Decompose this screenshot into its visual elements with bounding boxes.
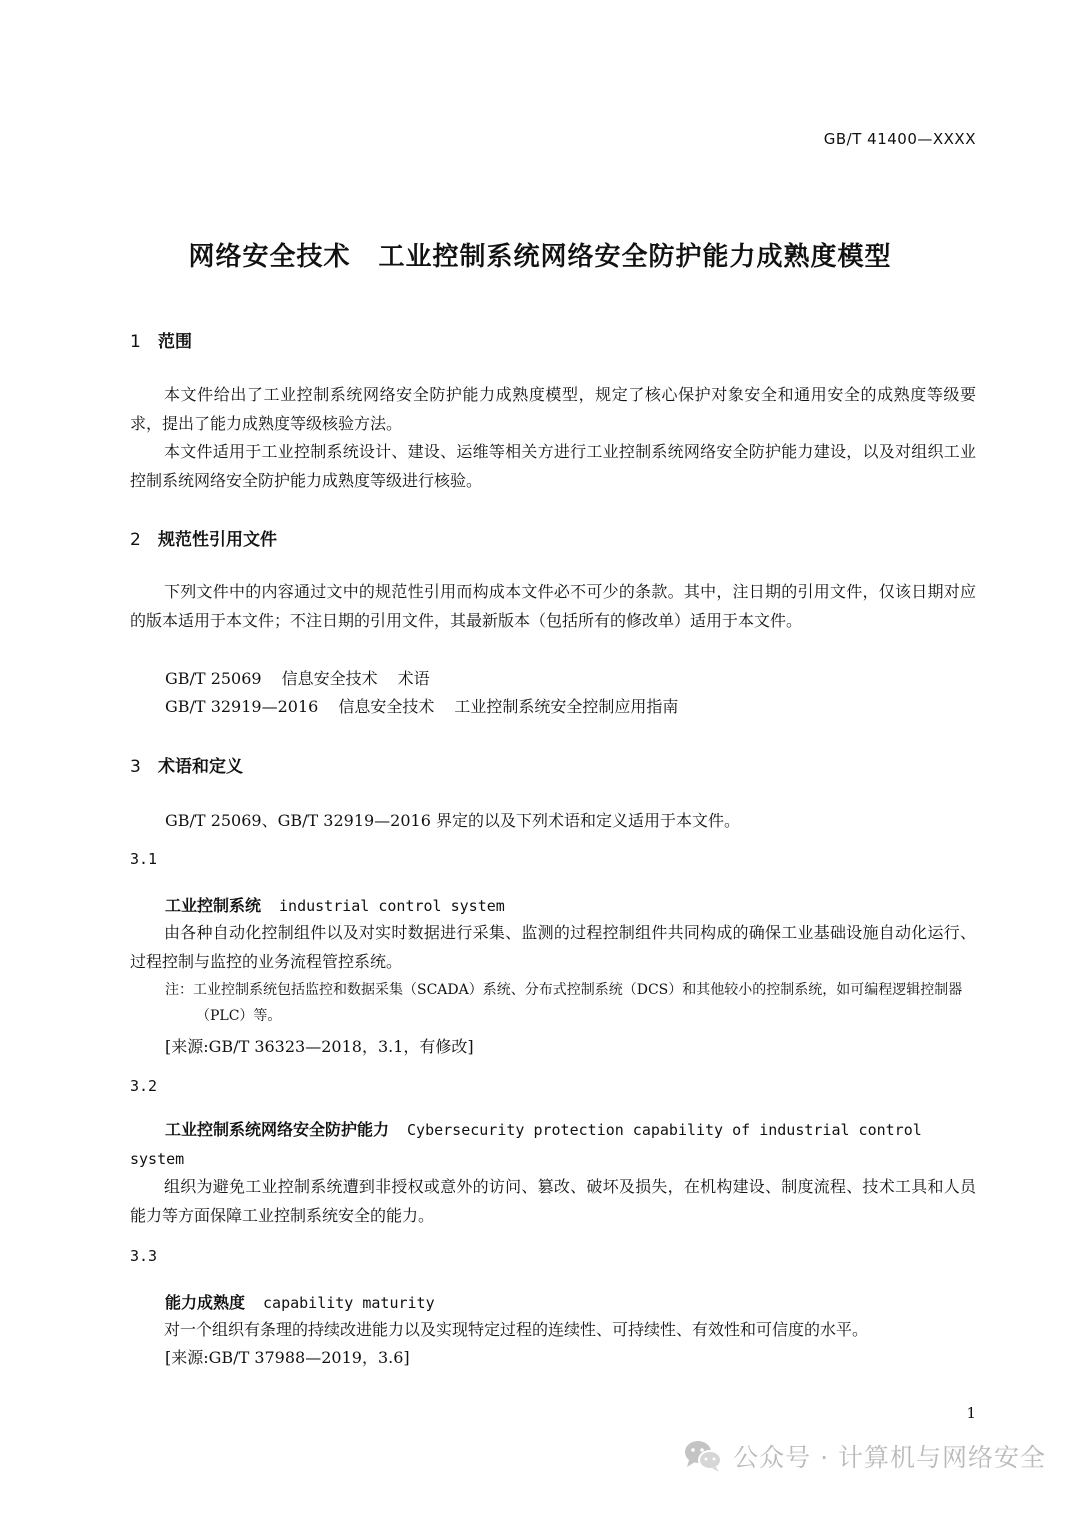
reference-title-2: 术语 bbox=[397, 669, 430, 688]
clause-number: 3.1 bbox=[130, 850, 158, 868]
term-english: capability maturity bbox=[263, 1294, 435, 1312]
term-chinese: 工业控制系统 bbox=[165, 896, 262, 915]
reference-title-2: 工业控制系统安全控制应用指南 bbox=[454, 697, 679, 716]
reference-title-1: 信息安全技术 bbox=[281, 669, 378, 688]
title-part-1: 网络安全技术 bbox=[188, 242, 351, 272]
scope-paragraph-2: 本文件适用于工业控制系统设计、建设、运维等相关方进行工业控制系统网络安全防护能力建设，以及对组织工业控制系统网络安全防护能力成熟度等级进行核验。 bbox=[130, 442, 976, 490]
term-entry bbox=[165, 893, 505, 916]
section-title: 范围 bbox=[158, 332, 192, 352]
clause-number: 3.2 bbox=[130, 1077, 158, 1095]
references-paragraph: 下列文件中的内容通过文中的规范性引用而构成本文件必不可少的条款。其中，注日期的引用文件，仅该日期对应的版本适用于本文件；不注日期的引用文件，其最新版本（包括所有的修改单）适用于本文件。 bbox=[130, 582, 976, 630]
section-number: 3 bbox=[130, 757, 141, 777]
term-definition: 由各种自动化控制组件以及对实时数据进行采集、监测的过程控制组件共同构成的确保工业基础设施自动化运行、过程控制与监控的业务流程管控系统。 bbox=[130, 923, 976, 971]
section-heading-terms bbox=[130, 752, 243, 777]
section-heading-scope bbox=[130, 327, 192, 352]
section-title: 规范性引用文件 bbox=[158, 530, 277, 550]
terms-intro: GB/T 25069、GB/T 32919—2016 界定的以及下列术语和定义适用于本文件。 bbox=[165, 811, 740, 830]
term-definition: 组织为避免工业控制系统遭到非授权或意外的访问、篡改、破坏及损失，在机构建设、制度流程、技术工具和人员能力等方面保障工业控制系统安全的能力。 bbox=[130, 1177, 976, 1225]
reference-code: GB/T 32919—2016 bbox=[165, 697, 319, 716]
term-chinese: 工业控制系统网络安全防护能力 bbox=[165, 1120, 390, 1139]
reference-item bbox=[165, 666, 430, 689]
term-entry bbox=[130, 1116, 976, 1173]
term-english: industrial control system bbox=[279, 897, 505, 915]
section-heading-normative-references bbox=[130, 525, 277, 550]
reference-item bbox=[165, 694, 678, 717]
section-number: 1 bbox=[130, 332, 141, 352]
scope-paragraph-1: 本文件给出了工业控制系统网络安全防护能力成熟度模型，规定了核心保护对象安全和通用安全的成熟度等级要求，提出了能力成熟度等级核验方法。 bbox=[130, 385, 976, 433]
term-definition: 对一个组织有条理的持续改进能力以及实现特定过程的连续性、可持续性、有效性和可信度的水平。 bbox=[164, 1320, 869, 1339]
watermark-text: 公众号 · 计算机与网络安全 bbox=[733, 1443, 1046, 1472]
reference-code: GB/T 25069 bbox=[165, 669, 262, 688]
term-english: Cybersecurity protection capability of industrial control system bbox=[130, 1121, 922, 1168]
watermark bbox=[683, 1438, 1046, 1474]
section-title: 术语和定义 bbox=[158, 757, 243, 777]
reference-title-1: 信息安全技术 bbox=[338, 697, 435, 716]
page-number: 1 bbox=[966, 1404, 976, 1422]
title-part-2: 工业控制系统网络安全防护能力成熟度模型 bbox=[378, 242, 892, 272]
term-source: [来源:GB/T 37988—2019，3.6] bbox=[165, 1348, 410, 1367]
term-source: [来源:GB/T 36323—2018，3.1，有修改] bbox=[165, 1037, 474, 1056]
term-note: 注：工业控制系统包括监控和数据采集（SCADA）系统、分布式控制系统（DCS）和其他较小的控制系统，如可编程逻辑控制器（PLC）等。 bbox=[165, 982, 963, 1024]
standard-code: GB/T 41400—XXXX bbox=[823, 130, 976, 148]
section-number: 2 bbox=[130, 530, 141, 550]
clause-number: 3.3 bbox=[130, 1247, 158, 1265]
wechat-icon bbox=[683, 1439, 723, 1473]
document-title bbox=[0, 236, 1080, 273]
term-entry bbox=[165, 1290, 435, 1313]
term-chinese: 能力成熟度 bbox=[165, 1293, 246, 1312]
